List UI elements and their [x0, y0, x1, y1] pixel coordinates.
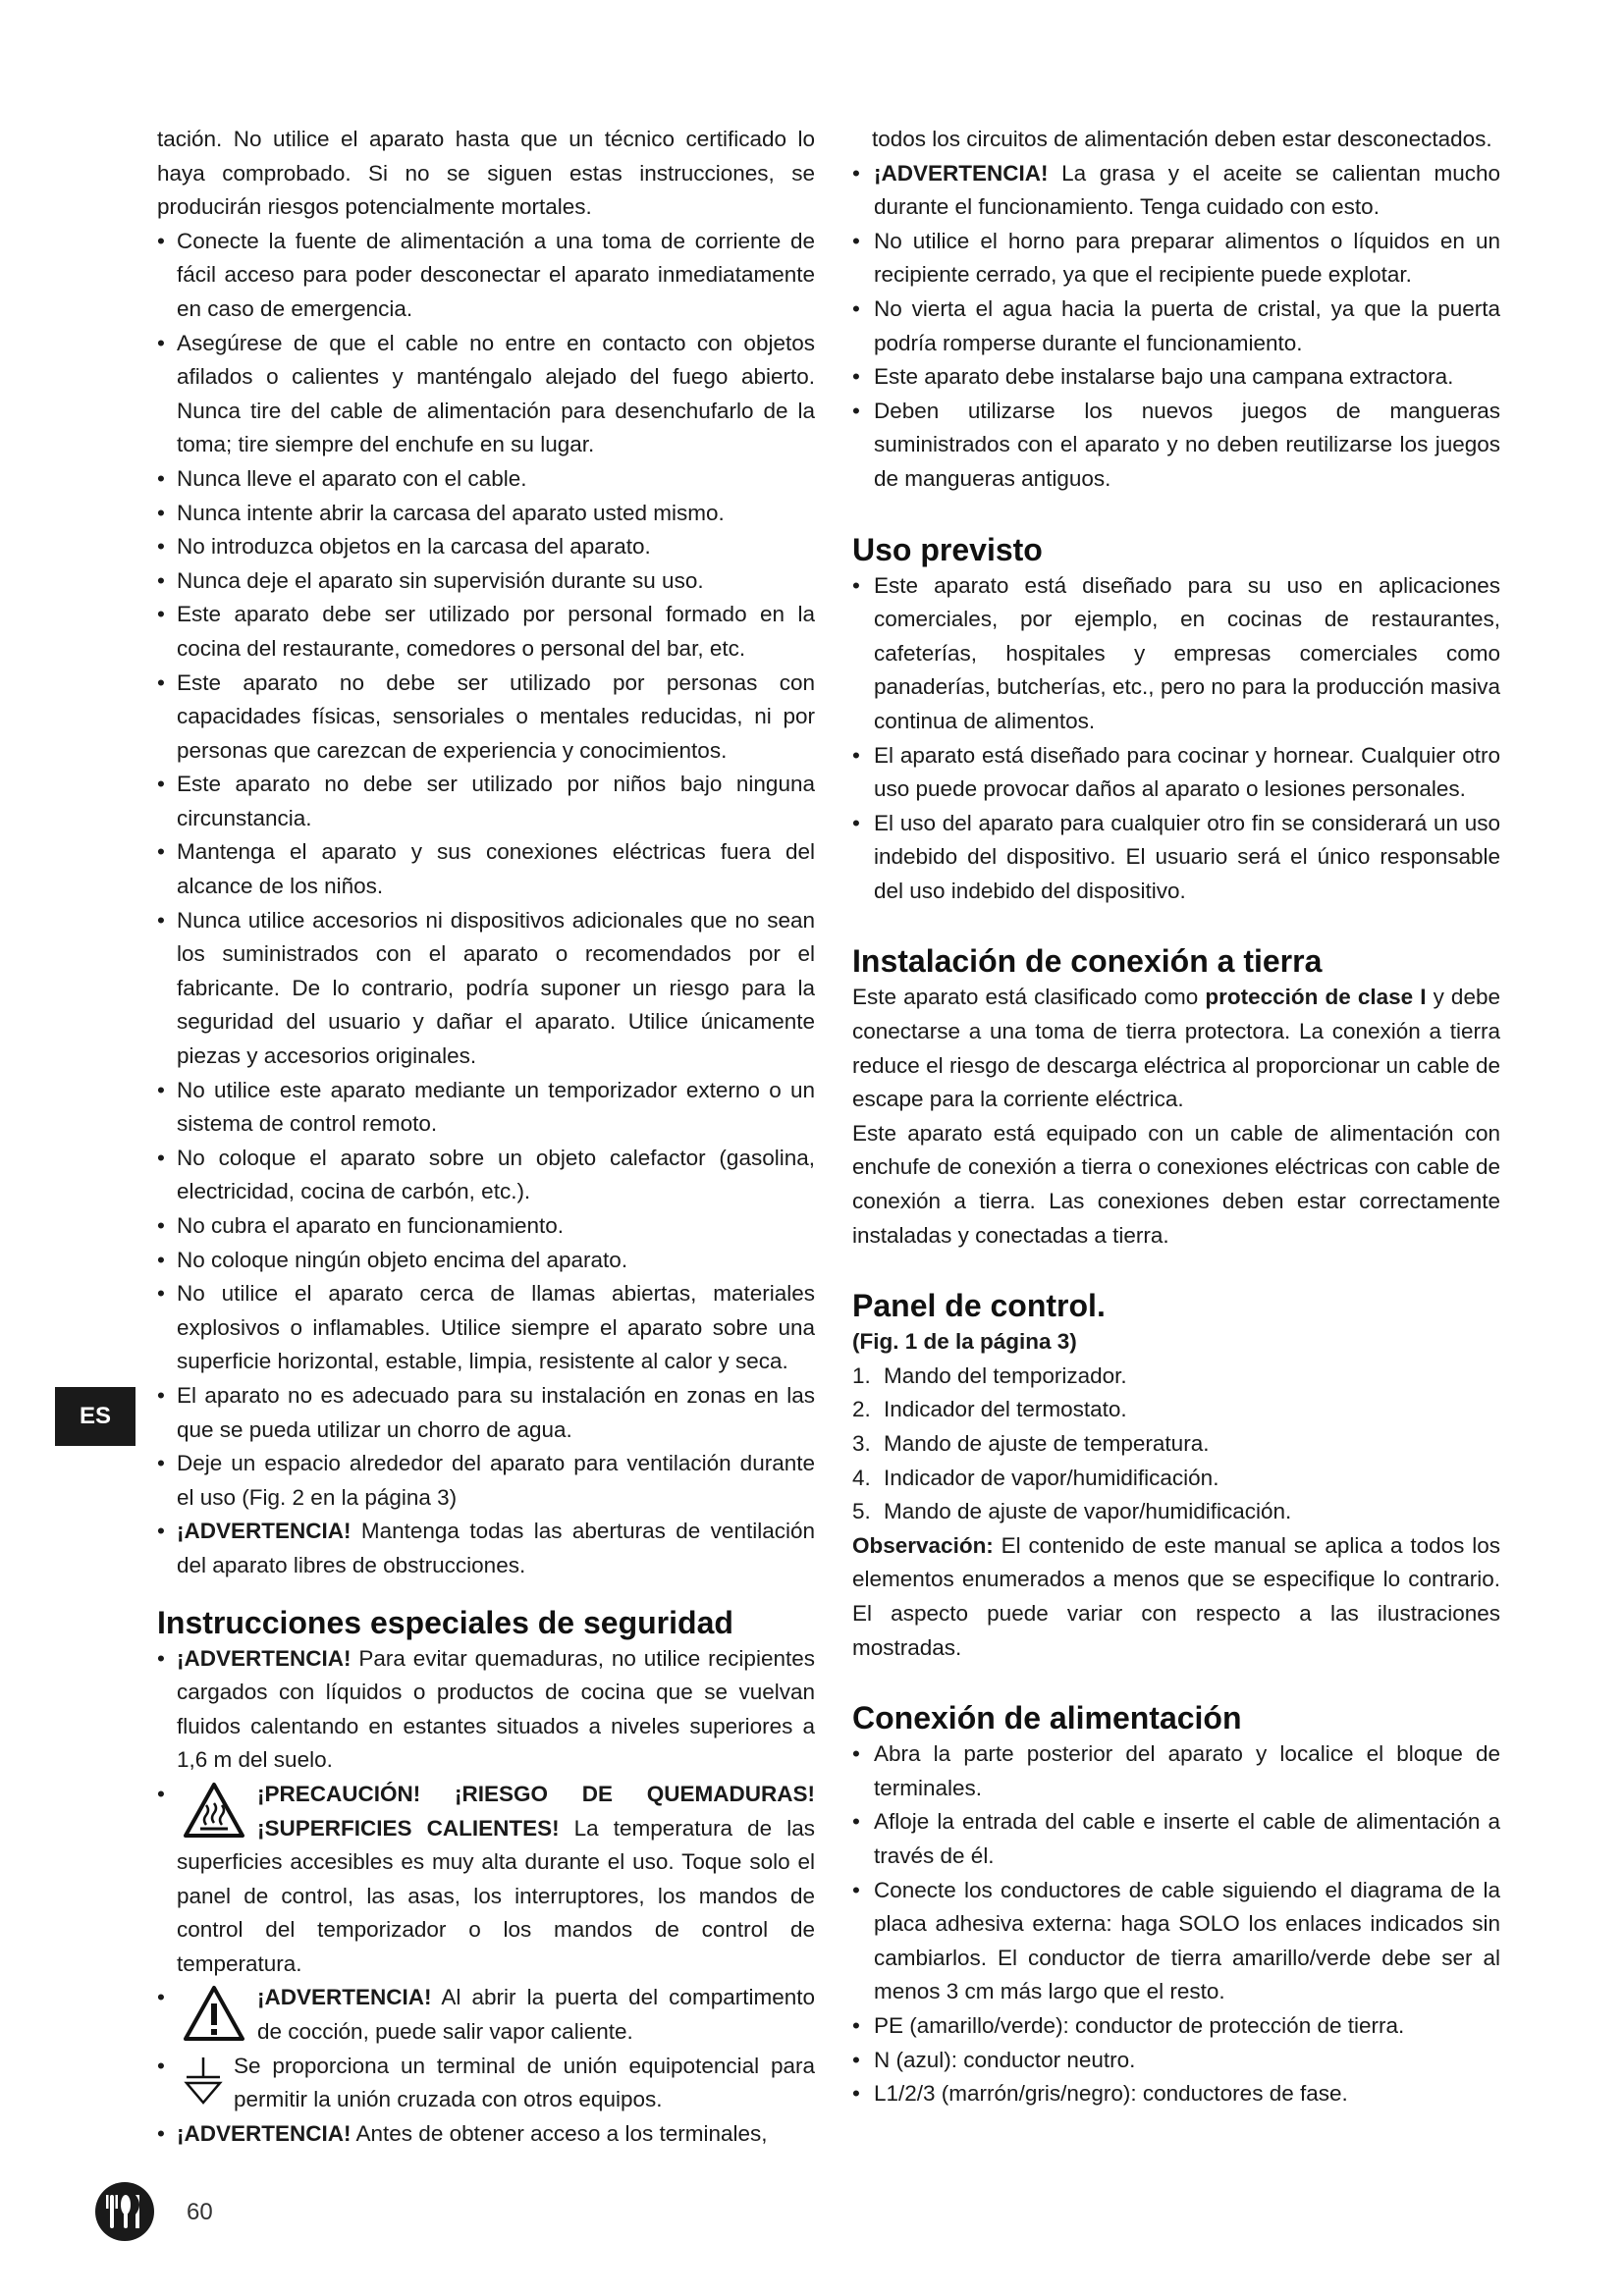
terminal-warning	[157, 2117, 815, 2152]
warning-text: Mantenga todas las aberturas de ventilación del aparato libres de obstrucciones.	[177, 1519, 815, 1577]
note-text: El contenido de este manual se aplica a todos los elementos enumerados a menos que se especifique lo contrario. El aspecto puede variar con respecto a las ilustraciones mostradas.	[852, 1532, 1500, 1660]
list-item: • Este aparato debe instalarse bajo una campana extractora.	[852, 360, 1500, 395]
text-run: Este aparato está clasificado como	[852, 985, 1199, 1010]
list-item: • El aparato no es adecuado para su instalación en zonas en las que se pueda utilizar un chorro de agua.	[157, 1379, 815, 1447]
section-heading-special-safety: Instrucciones especiales de seguridad	[157, 1604, 733, 1640]
list-item: • Nunca utilice accesorios ni dispositivos adicionales que no sean los suministrados con el aparato o recomendados por el fabricante. De lo contrario, podría suponer un riesgo para la seguridad del usuario y dañar el aparato. Utilice únicamente piezas y accesorios originales.	[157, 904, 815, 1074]
warning-label: ¡ADVERTENCIA!	[257, 1985, 432, 2010]
list-item	[852, 1495, 1500, 1529]
left-column	[157, 123, 815, 2151]
warning-label: ¡ADVERTENCIA!	[177, 1645, 352, 1671]
list-item: • Nunca deje el aparato sin supervisión durante su uso.	[157, 564, 815, 599]
item-number: 2.	[852, 1397, 871, 1422]
earthing-paragraph-1	[852, 981, 1500, 1116]
equipotential-note	[157, 2050, 815, 2117]
list-item: • Asegúrese de que el cable no entre en contacto con objetos afilados o calientes y manténgalo alejado del fuego abierto. Nunca tire del cable de alimentación para desenchufarlo de la toma; tire siempre del enchufe en su lugar.	[157, 327, 815, 462]
list-item: • Afloje la entrada del cable e inserte el cable de alimentación a través de él.	[852, 1805, 1500, 1873]
earthing-paragraph-2: Este aparato está equipado con un cable de alimentación con enchufe de conexión a tierra o conexiones eléctricas con cable de conexión a tierra. Las conexiones deben estar correctamente instaladas y conectadas a tierra.	[852, 1120, 1500, 1248]
list-item	[852, 1462, 1500, 1496]
list-item: • No introduzca objetos en la carcasa del aparato.	[157, 530, 815, 564]
section-heading-intended-use: Uso previsto	[852, 531, 1043, 567]
warning-text: La grasa y el aceite se calientan mucho durante el funcionamiento. Tenga cuidado con esto.	[874, 160, 1500, 220]
list-item: • Nunca lleve el aparato con el cable.	[157, 462, 815, 497]
list-item: • Este aparato debe ser utilizado por personal formado en la cocina del restaurante, comedores o personal del bar, etc.	[157, 598, 815, 666]
list-item: • Mantenga el aparato y sus conexiones eléctricas fuera del alcance de los niños.	[157, 835, 815, 903]
ventilation-warning	[157, 1515, 815, 1582]
warning-label: ¡ADVERTENCIA!	[177, 2120, 352, 2146]
exclamation-warning-icon	[183, 1985, 245, 2042]
text-run: y debe conectarse a una toma de tierra protectora. La conexión a tierra reduce el riesgo de descarga eléctrica al proporcionar un cable de escape para la corriente eléctrica.	[852, 985, 1500, 1112]
section-heading-earthing: Instalación de conexión a tierra	[852, 943, 1323, 980]
list-item: • El aparato está diseñado para cocinar y hornear. Cualquier otro uso puede provocar daños al aparato o lesiones personales.	[852, 739, 1500, 807]
list-item	[852, 1360, 1500, 1394]
note-paragraph	[852, 1529, 1500, 1665]
equipotential-icon	[181, 2056, 226, 2107]
item-number: 1.	[852, 1362, 871, 1388]
list-item	[852, 1427, 1500, 1462]
list-item: • Deben utilizarse los nuevos juegos de mangueras suministrados con el aparato y no deben reutilizarse los juegos de mangueras antiguos.	[852, 395, 1500, 497]
section-heading-control-panel: Panel de control.	[852, 1288, 1106, 1324]
grease-warning	[852, 157, 1500, 225]
list-item: • Este aparato está diseñado para su uso en aplicaciones comerciales, por ejemplo, en cocinas de restaurantes, cafeterías, hospitales y empresas comerciales como panaderías, butcherías, etc., pero no para la producción masiva continua de alimentos.	[852, 569, 1500, 739]
list-item: • Conecte la fuente de alimentación a una toma de corriente de fácil acceso para poder desconectar el aparato inmediatamente en caso de emergencia.	[157, 225, 815, 327]
list-item: • Este aparato no debe ser utilizado por personas con capacidades físicas, sensoriales o mentales reducidas, ni por personas que carezcan de experiencia y conocimientos.	[157, 667, 815, 769]
warning-label: ¡ADVERTENCIA!	[874, 160, 1049, 186]
list-item	[852, 1393, 1500, 1427]
page-number: 60	[187, 2199, 213, 2225]
hot-surface-warning	[157, 1778, 815, 1982]
list-item: • Abra la parte posterior del aparato y localice el bloque de terminales.	[852, 1737, 1500, 1805]
intended-use-list	[852, 569, 1500, 909]
list-item: • Conecte los conductores de cable siguiendo el diagrama de la placa adhesiva externa: haga SOLO los enlaces indicados sin cambiarlos. El conductor de tierra amarillo/verde debe ser al menos 3 cm más largo que el resto.	[852, 1874, 1500, 2009]
warning-text: La temperatura de las superficies accesibles es muy alta durante el uso. Toque solo el panel de control, las asas, los interruptores, los mandos de control del temporizador o los mandos de control de temperatura.	[177, 1815, 815, 1976]
item-text: Indicador del termostato.	[884, 1397, 1127, 1422]
list-item: • No utilice el aparato cerca de llamas abiertas, materiales explosivos o inflamables. Utilice siempre el aparato sobre una superficie horizontal, estable, limpia, resistente al calor y seca.	[157, 1277, 815, 1379]
equipotential-text: Se proporciona un terminal de unión equipotencial para permitir la unión cruzada con otros equipos.	[234, 2053, 815, 2112]
section-heading-power-connection: Conexión de alimentación	[852, 1700, 1242, 1736]
list-item: • Nunca intente abrir la carcasa del aparato usted mismo.	[157, 497, 815, 531]
list-item: • No utilice el horno para preparar alimentos o líquidos en un recipiente cerrado, ya que el recipiente puede explotar.	[852, 225, 1500, 293]
list-item: • No coloque ningún objeto encima del aparato.	[157, 1244, 815, 1278]
warning-label: ¡PRECAUCIÓN! ¡RIESGO DE QUEMADURAS! ¡SUPERFICIES CALIENTES!	[257, 1781, 815, 1841]
list-item: • PE (amarillo/verde): conductor de protección de tierra.	[852, 2009, 1500, 2044]
cutlery-logo-icon	[94, 2181, 155, 2242]
continuation-text: todos los circuitos de alimentación deben estar desconectados.	[872, 127, 1492, 151]
list-item: • El uso del aparato para cualquier otro fin se considerará un uso indebido del dispositivo. El usuario será el único responsable del uso indebido del dispositivo.	[852, 807, 1500, 909]
warning-text: Antes de obtener acceso a los terminales,	[355, 2120, 768, 2146]
list-item: • Deje un espacio alrededor del aparato para ventilación durante el uso (Fig. 2 en la página 3)	[157, 1447, 815, 1515]
item-number: 4.	[852, 1465, 871, 1490]
power-connection-list	[852, 1737, 1500, 2111]
warning-label: ¡ADVERTENCIA!	[177, 1519, 352, 1544]
item-text: Mando del temporizador.	[884, 1362, 1127, 1388]
steam-warning	[157, 1981, 815, 2049]
control-panel-list	[852, 1360, 1500, 1529]
list-item: • N (azul): conductor neutro.	[852, 2044, 1500, 2078]
intro-continuation: tación. No utilice el aparato hasta que un técnico certificado lo haya comprobado. Si no se siguen estas instrucciones, se producirán riesgos potencialmente mortales.	[157, 127, 815, 220]
note-label: Observación:	[852, 1532, 994, 1558]
item-text: Mando de ajuste de temperatura.	[884, 1431, 1210, 1456]
right-column	[852, 123, 1500, 2111]
warnings-list	[852, 157, 1500, 497]
figure-reference: (Fig. 1 de la página 3)	[852, 1329, 1077, 1355]
list-item	[157, 1642, 815, 1778]
warning-text: Al abrir la puerta del compartimento de cocción, puede salir vapor caliente.	[257, 1985, 815, 2045]
list-item: • Este aparato no debe ser utilizado por niños bajo ninguna circunstancia.	[157, 768, 815, 835]
list-item: • No cubra el aparato en funcionamiento.	[157, 1209, 815, 1244]
class-label: protección de clase I	[1205, 985, 1427, 1010]
item-number: 3.	[852, 1431, 871, 1456]
safety-list	[157, 225, 815, 1583]
special-safety-list	[157, 1642, 815, 2152]
list-item: • No vierta el agua hacia la puerta de cristal, ya que la puerta podría romperse durante el funcionamiento.	[852, 293, 1500, 360]
item-text: Indicador de vapor/humidificación.	[884, 1465, 1219, 1490]
hot-surface-warning-icon	[183, 1782, 245, 1839]
item-number: 5.	[852, 1499, 871, 1524]
list-item: • No coloque el aparato sobre un objeto calefactor (gasolina, electricidad, cocina de carbón, etc.).	[157, 1142, 815, 1209]
list-item: • L1/2/3 (marrón/gris/negro): conductores de fase.	[852, 2077, 1500, 2111]
list-item: • No utilice este aparato mediante un temporizador externo o un sistema de control remoto.	[157, 1074, 815, 1142]
item-text: Mando de ajuste de vapor/humidificación.	[884, 1499, 1292, 1524]
warning-text: Para evitar quemaduras, no utilice recipientes cargados con líquidos o productos de cocina que se vuelvan fluidos calentando en estantes situados a niveles superiores a 1,6 m del suelo.	[177, 1645, 815, 1773]
language-tab: ES	[55, 1387, 135, 1446]
